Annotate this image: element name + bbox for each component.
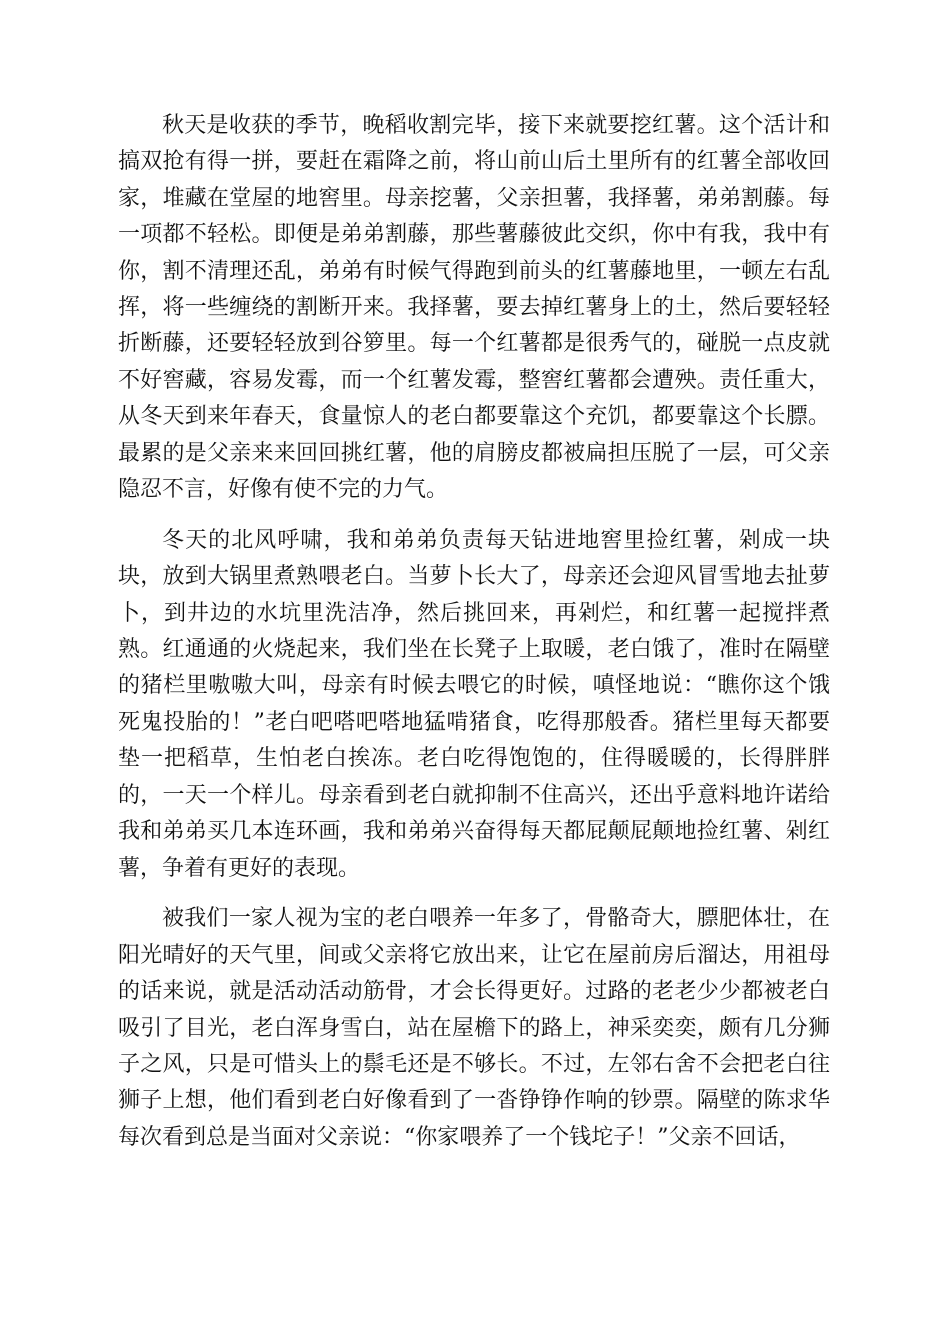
document-page	[118, 108, 830, 1156]
paragraph-laobai-grown: 被我们一家人视为宝的老白喂养一年多了，骨骼奇大，膘肥体壮，在阳光晴好的天气里，间或父亲将它放出来，让它在屋前房后溜达，用祖母的话来说，就是活动活动筋骨，才会长得更好。过路的老老少少都被老白吸引了目光，老白浑身雪白，站在屋檐下的路上，神采奕奕，颇有几分狮子之风，只是可惜头上的鬃毛还是不够长。不过，左邻右舍不会把老白往狮子上想，他们看到老白好像看到了一沓铮铮作响的钞票。隔壁的陈求华每次看到总是当面对父亲说：“你家喂养了一个钱坨子！”父亲不回话，	[118, 906, 830, 1150]
paragraph-autumn-harvest: 秋天是收获的季节，晚稻收割完毕，接下来就要挖红薯。这个活计和搞双抢有得一拼，要赶在霜降之前，将山前山后土里所有的红薯全部收回家，堆藏在堂屋的地窖里。母亲挖薯，父亲担薯，我择薯，弟弟割藤。每一项都不轻松。即便是弟弟割藤，那些薯藤彼此交织，你中有我，我中有你，割不清理还乱，弟弟有时候气得跑到前头的红薯藤地里，一顿左右乱挥，将一些缠绕的割断开来。我择薯，要去掉红薯身上的土，然后要轻轻折断藤，还要轻轻放到谷箩里。每一个红薯都是很秀气的，碰脱一点皮就不好窖藏，容易发霉，而一个红薯发霉，整窖红薯都会遭殃。责任重大，从冬天到来年春天，食量惊人的老白都要靠这个充饥，都要靠这个长膘。最累的是父亲来来回回挑红薯，他的肩膀皮都被扁担压脱了一层，可父亲隐忍不言，好像有使不完的力气。	[118, 113, 830, 503]
paragraph-winter-feeding: 冬天的北风呼啸，我和弟弟负责每天钻进地窖里捡红薯，剁成一块块，放到大锅里煮熟喂老白。当萝卜长大了，母亲还会迎风冒雪地去扯萝卜，到井边的水坑里洗洁净，然后挑回来，再剁烂，和红薯一起搅拌煮熟。红通通的火烧起来，我们坐在长凳子上取暖，老白饿了，准时在隔壁的猪栏里嗷嗷大叫，母亲有时候去喂它的时候，嗔怪地说：“瞧你这个饿死鬼投胎的！”老白吧嗒吧嗒地猛啃猪食，吃得那般香。猪栏里每天都要垫一把稻草，生怕老白挨冻。老白吃得饱饱的，住得暖暖的，长得胖胖的，一天一个样儿。母亲看到老白就抑制不住高兴，还出乎意料地许诺给我和弟弟买几本连环画，我和弟弟兴奋得每天都屁颠屁颠地捡红薯、剁红薯，争着有更好的表现。	[118, 527, 830, 881]
